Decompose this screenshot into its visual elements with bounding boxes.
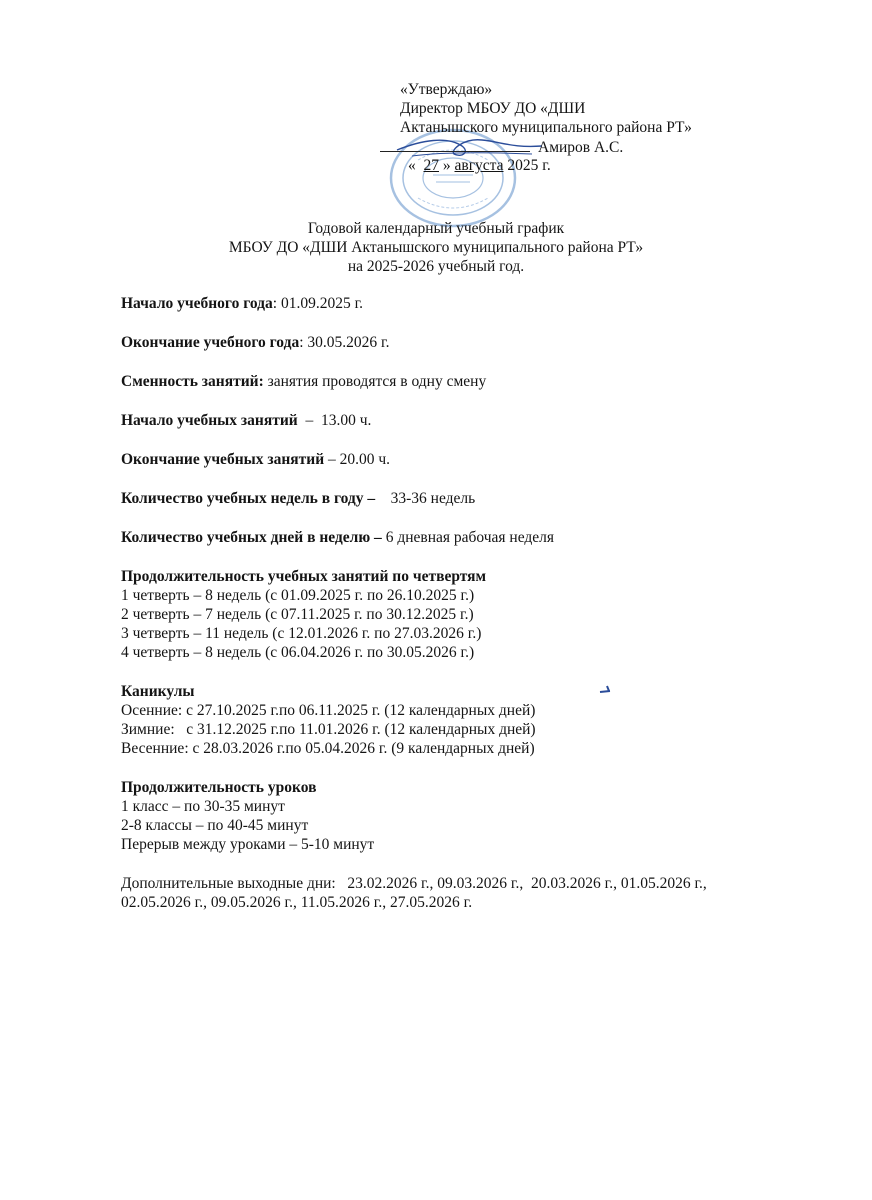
lessons-end-value: – 20.00 ч. [324,451,391,468]
lessons-end-label: Окончание учебных занятий [121,451,325,468]
shift-info [121,372,821,391]
quarters-heading [121,567,821,586]
lessons-heading-text: Продолжительность уроков [121,779,317,796]
quarters-heading-text: Продолжительность учебных занятий по четвертям [121,568,487,585]
date-month: августа [454,157,504,174]
holiday-item: Зимние: с 31.12.2025 г.по 11.01.2026 г. (12 календарных дней) [121,721,536,738]
date-open-quote: « [408,157,416,174]
days-label: Количество учебных дней в неделю – [121,529,382,546]
quarter-item: 3 четверть – 11 недель (с 12.01.2026 г. по 27.03.2026 г.) [121,625,482,642]
approval-block [400,80,840,175]
weeks-per-year [121,489,821,508]
end-label: Окончание учебного года [121,334,300,351]
extra-days-line-1: Дополнительные выходные дни: 23.02.2026 г., 09.03.2026 г., 20.03.2026 г., 01.05.2026 г., [121,875,707,892]
extra-days-line-2: 02.05.2026 г., 09.05.2026 г., 11.05.2026 г., 27.05.2026 г. [121,894,473,911]
title-line-2: МБОУ ДО «ДШИ Актанышского муниципального района РТ» [228,239,644,256]
title-line-3: на 2025-2026 учебный год. [347,258,525,275]
date-day: 27 [423,157,439,174]
end-value: : 30.05.2026 г. [299,334,390,351]
weeks-label: Количество учебных недель в году – [121,490,376,507]
start-label: Начало учебного года [121,295,273,312]
holiday-item: Весенние: с 28.03.2026 г.по 05.04.2026 г. (9 календарных дней) [121,740,535,757]
shift-label: Сменность занятий: [121,373,264,390]
quarter-item: 1 четверть – 8 недель (с 01.09.2025 г. по 26.10.2025 г.) [121,587,475,604]
holidays-heading [121,682,821,701]
days-value: 6 дневная рабочая неделя [381,529,555,546]
approval-organization: Актанышского муниципального района РТ» [400,119,692,136]
date-close-quote: » [442,157,451,174]
shift-value: занятия проводятся в одну смену [263,373,487,390]
signature-underline [380,137,530,152]
ink-mark-icon [598,682,612,696]
approval-signatory: Амиров А.С. [538,139,624,156]
lessons-heading [121,778,821,797]
lessons-start-value: – 13.00 ч. [297,412,372,429]
lesson-item: Перерыв между уроками – 5-10 минут [121,836,375,853]
end-of-year [121,333,821,352]
quarters-list [0,586,821,662]
document-body [121,294,821,912]
start-value: : 01.09.2025 г. [272,295,364,312]
start-of-year [121,294,821,313]
document-title [0,219,872,276]
approval-signature-line [400,137,840,156]
days-per-week [121,528,821,547]
approval-date [400,156,840,175]
approval-approve: «Утверждаю» [400,81,493,98]
quarter-item: 4 четверть – 8 недель (с 06.04.2026 г. по 30.05.2026 г.) [121,644,475,661]
lessons-start-label: Начало учебных занятий [121,412,298,429]
quarter-item: 2 четверть – 7 недель (с 07.11.2025 г. по 30.12.2025 г.) [121,606,474,623]
holidays-heading-text: Каникулы [121,683,195,700]
approval-position: Директор МБОУ ДО «ДШИ [400,100,586,117]
weeks-value: 33-36 недель [375,490,476,507]
holiday-item: Осенние: с 27.10.2025 г.по 06.11.2025 г. (12 календарных дней) [121,702,536,719]
lessons-end [121,450,821,469]
title-line-1: Годовой календарный учебный график [307,220,565,237]
lesson-item: 2-8 классы – по 40-45 минут [121,817,309,834]
date-year: 2025 г. [507,157,551,174]
lesson-item: 1 класс – по 30-35 минут [121,798,285,815]
lessons-start [121,411,821,430]
